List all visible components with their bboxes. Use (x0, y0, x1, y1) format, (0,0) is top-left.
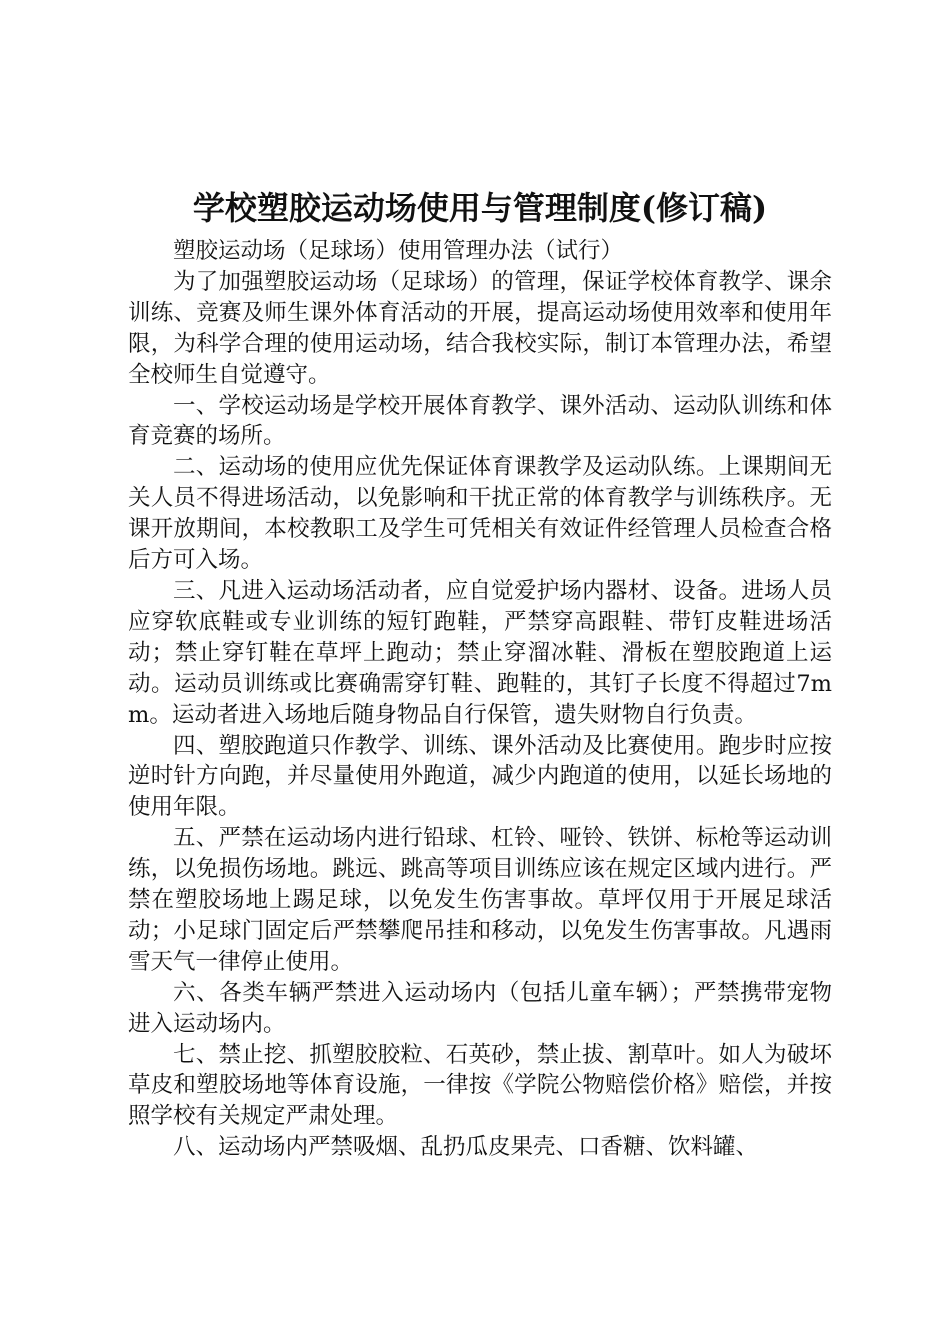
paragraph-article-5: 五、严禁在运动场内进行铅球、杠铃、哑铃、铁饼、标枪等运动训练，以免损伤场地。跳远、跳高等项目训练应该在规定区域内进行。严禁在塑胶场地上踢足球，以免发生伤害事故。草坪仅用于开展足球活动；小足球门固定后严禁攀爬吊挂和移动，以免发生伤害事故。凡遇雨雪天气一律停止使用。 (128, 825, 832, 975)
document-subtitle: 塑胶运动场（足球场）使用管理办法（试行） (173, 238, 624, 264)
paragraph-intro: 为了加强塑胶运动场（足球场）的管理，保证学校体育教学、课余训练、竞赛及师生课外体育活动的开展，提高运动场使用效率和使用年限，为科学合理的使用运动场，结合我校实际，制订本管理办法，希望全校师生自觉遵守。 (128, 268, 832, 388)
paragraph-article-4: 四、塑胶跑道只作教学、训练、课外活动及比赛使用。跑步时应按逆时针方向跑，并尽量使用外跑道，减少内跑道的使用，以延长场地的使用年限。 (128, 732, 832, 821)
paragraph-article-3: 三、凡进入运动场活动者，应自觉爱护场内器材、设备。进场人员应穿软底鞋或专业训练的短钉跑鞋，严禁穿高跟鞋、带钉皮鞋进场活动；禁止穿钉鞋在草坪上跑动；禁止穿溜冰鞋、滑板在塑胶跑道上运动。运动员训练或比赛确需穿钉鞋、跑鞋的，其钉子长度不得超过7mm。运动者进入场地后随身物品自行保管，遗失财物自行负责。 (128, 577, 832, 728)
paragraph-article-2: 二、运动场的使用应优先保证体育课教学及运动队练。上课期间无关人员不得进场活动，以免影响和干扰正常的体育教学与训练秩序。无课开放期间，本校教职工及学生可凭相关有效证件经管理人员检查合格后方可入场。 (128, 454, 832, 574)
document-page (128, 186, 832, 1163)
paragraph-article-1: 一、学校运动场是学校开展体育教学、课外活动、运动队训练和体育竞赛的场所。 (128, 392, 832, 450)
paragraph-article-6: 六、各类车辆严禁进入运动场内（包括儿童车辆）；严禁携带宠物进入运动场内。 (128, 979, 832, 1037)
paragraph-article-8: 八、运动场内严禁吸烟、乱扔瓜皮果壳、口香糖、饮料罐、 (173, 1134, 759, 1161)
paragraph-article-7: 七、禁止挖、抓塑胶胶粒、石英砂，禁止拔、割草叶。如人为破坏草皮和塑胶场地等体育设施，一律按《学院公物赔偿价格》赔偿，并按照学校有关规定严肃处理。 (128, 1041, 832, 1130)
document-title: 学校塑胶运动场使用与管理制度(修订稿) (192, 189, 768, 227)
